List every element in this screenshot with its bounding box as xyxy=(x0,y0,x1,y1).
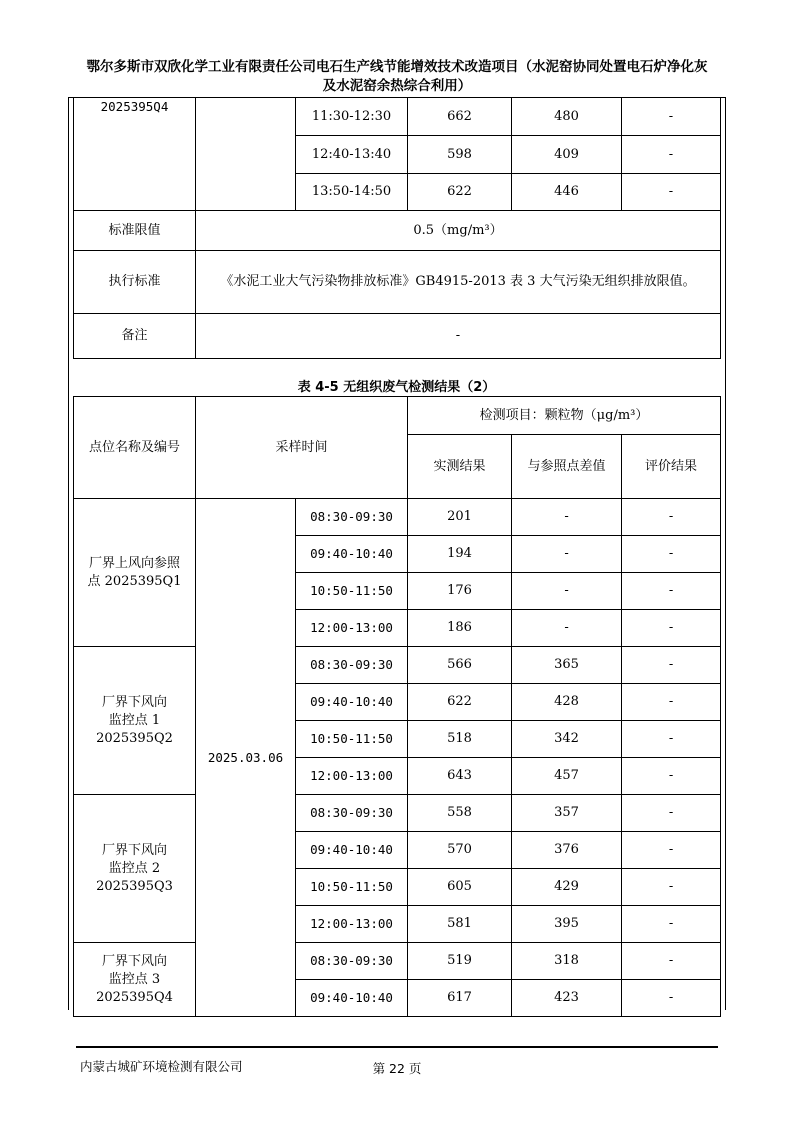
time-cell: 10:50-11:50 xyxy=(296,869,408,906)
eval-cell: - xyxy=(622,136,721,174)
footer-rule xyxy=(76,1046,718,1048)
eval-cell: - xyxy=(622,499,721,536)
measured-cell: 518 xyxy=(408,721,512,758)
measured-cell: 176 xyxy=(408,573,512,610)
table-row xyxy=(74,795,721,832)
point-name-cell xyxy=(74,943,196,1017)
diff-cell: 395 xyxy=(512,906,622,943)
sampling-date-cell: 2025.03.06 xyxy=(196,499,296,1017)
measured-cell: 622 xyxy=(408,174,512,211)
header-eval: 评价结果 xyxy=(622,435,721,499)
point-name-line: 2025395Q3 xyxy=(96,878,173,894)
time-cell: 13:50-14:50 xyxy=(296,174,408,211)
table-row xyxy=(74,98,721,136)
measured-cell: 566 xyxy=(408,647,512,684)
standard-value: 《水泥工业大气污染物排放标准》GB4915-2013 表 3 大气污染无组织排放限值。 xyxy=(196,251,721,314)
measured-cell: 519 xyxy=(408,943,512,980)
time-cell: 09:40-10:40 xyxy=(296,980,408,1017)
header-point: 点位名称及编号 xyxy=(74,397,196,499)
measured-cell: 201 xyxy=(408,499,512,536)
diff-cell: 446 xyxy=(512,174,622,211)
time-cell: 12:00-13:00 xyxy=(296,610,408,647)
eval-cell: - xyxy=(622,906,721,943)
point-name-cell xyxy=(74,647,196,795)
header-diff: 与参照点差值 xyxy=(512,435,622,499)
diff-cell: 318 xyxy=(512,943,622,980)
point-name-line: 点 2025395Q1 xyxy=(87,573,182,589)
diff-cell: 365 xyxy=(512,647,622,684)
time-cell: 12:00-13:00 xyxy=(296,906,408,943)
diff-cell: - xyxy=(512,573,622,610)
eval-cell: - xyxy=(622,721,721,758)
time-cell: 10:50-11:50 xyxy=(296,573,408,610)
diff-cell: 429 xyxy=(512,869,622,906)
point-name-line: 2025395Q4 xyxy=(96,989,173,1005)
eval-cell: - xyxy=(622,684,721,721)
eval-cell: - xyxy=(622,647,721,684)
table-row xyxy=(74,647,721,684)
time-cell: 09:40-10:40 xyxy=(296,832,408,869)
time-cell: 09:40-10:40 xyxy=(296,684,408,721)
diff-cell: - xyxy=(512,536,622,573)
eval-cell: - xyxy=(622,174,721,211)
point-name-line: 厂界下风向 xyxy=(101,694,167,710)
eval-cell: - xyxy=(622,573,721,610)
table-header-row xyxy=(74,397,721,435)
header-title-line-1: 鄂尔多斯市双欣化学工业有限责任公司电石生产线节能增效技术改造项目（水泥窑协同处置电石炉净化灰 xyxy=(86,59,708,75)
eval-cell: - xyxy=(622,758,721,795)
table-row xyxy=(74,251,721,314)
measured-cell: 570 xyxy=(408,832,512,869)
eval-cell: - xyxy=(622,943,721,980)
measured-cell: 581 xyxy=(408,906,512,943)
eval-cell: - xyxy=(622,795,721,832)
table-row xyxy=(74,211,721,251)
point-id-cell: 2025395Q4 xyxy=(74,98,196,211)
diff-cell: 423 xyxy=(512,980,622,1017)
table-row xyxy=(74,943,721,980)
point-name-line: 监控点 1 xyxy=(108,712,161,728)
point-name-cell xyxy=(74,499,196,647)
eval-cell: - xyxy=(622,536,721,573)
page-frame-right xyxy=(725,97,726,1010)
footer-company: 内蒙古城矿环境检测有限公司 xyxy=(80,1059,243,1074)
time-cell: 12:00-13:00 xyxy=(296,758,408,795)
diff-cell: - xyxy=(512,499,622,536)
diff-cell: - xyxy=(512,610,622,647)
diff-cell: 357 xyxy=(512,795,622,832)
table-row xyxy=(74,314,721,359)
table-row xyxy=(74,499,721,536)
header-measured: 实测结果 xyxy=(408,435,512,499)
point-name-line: 监控点 2 xyxy=(108,860,161,876)
sampling-date-cell xyxy=(196,98,296,211)
limit-value: 0.5（mg/m³） xyxy=(196,211,721,251)
eval-cell: - xyxy=(622,610,721,647)
point-name-cell xyxy=(74,795,196,943)
measured-cell: 617 xyxy=(408,980,512,1017)
diff-cell: 409 xyxy=(512,136,622,174)
measured-cell: 598 xyxy=(408,136,512,174)
eval-cell: - xyxy=(622,869,721,906)
table-caption: 表 4-5 无组织废气检测结果（2） xyxy=(297,380,496,395)
diff-cell: 376 xyxy=(512,832,622,869)
remark-label: 备注 xyxy=(74,314,196,359)
measured-cell: 194 xyxy=(408,536,512,573)
footer-page-number: 第 22 页 xyxy=(372,1061,422,1076)
header-sampling-time: 采样时间 xyxy=(196,397,408,499)
time-cell: 08:30-09:30 xyxy=(296,499,408,536)
measured-cell: 622 xyxy=(408,684,512,721)
measured-cell: 558 xyxy=(408,795,512,832)
time-cell: 08:30-09:30 xyxy=(296,795,408,832)
remark-value: - xyxy=(196,314,721,359)
time-cell: 11:30-12:30 xyxy=(296,98,408,136)
time-cell: 12:40-13:40 xyxy=(296,136,408,174)
eval-cell: - xyxy=(622,980,721,1017)
standard-label: 执行标准 xyxy=(74,251,196,314)
measured-cell: 643 xyxy=(408,758,512,795)
time-cell: 08:30-09:30 xyxy=(296,943,408,980)
measured-cell: 605 xyxy=(408,869,512,906)
document-header-title xyxy=(60,58,734,96)
diff-cell: 428 xyxy=(512,684,622,721)
point-name-line: 厂界上风向参照 xyxy=(88,555,180,571)
point-name-line: 监控点 3 xyxy=(108,971,161,987)
eval-cell: - xyxy=(622,98,721,136)
eval-cell: - xyxy=(622,832,721,869)
table-4-4-continuation xyxy=(73,97,721,359)
header-item: 检测项目：颗粒物（μg/m³） xyxy=(408,397,721,435)
point-name-line: 2025395Q2 xyxy=(96,730,173,746)
diff-cell: 457 xyxy=(512,758,622,795)
limit-label: 标准限值 xyxy=(74,211,196,251)
diff-cell: 480 xyxy=(512,98,622,136)
measured-cell: 186 xyxy=(408,610,512,647)
table-4-5 xyxy=(73,396,721,1017)
time-cell: 10:50-11:50 xyxy=(296,721,408,758)
diff-cell: 342 xyxy=(512,721,622,758)
point-name-line: 厂界下风向 xyxy=(101,953,167,969)
time-cell: 09:40-10:40 xyxy=(296,536,408,573)
page-frame-left xyxy=(68,97,69,1010)
point-name-line: 厂界下风向 xyxy=(101,842,167,858)
time-cell: 08:30-09:30 xyxy=(296,647,408,684)
header-title-line-2: 及水泥窑余热综合利用） xyxy=(322,78,472,94)
measured-cell: 662 xyxy=(408,98,512,136)
